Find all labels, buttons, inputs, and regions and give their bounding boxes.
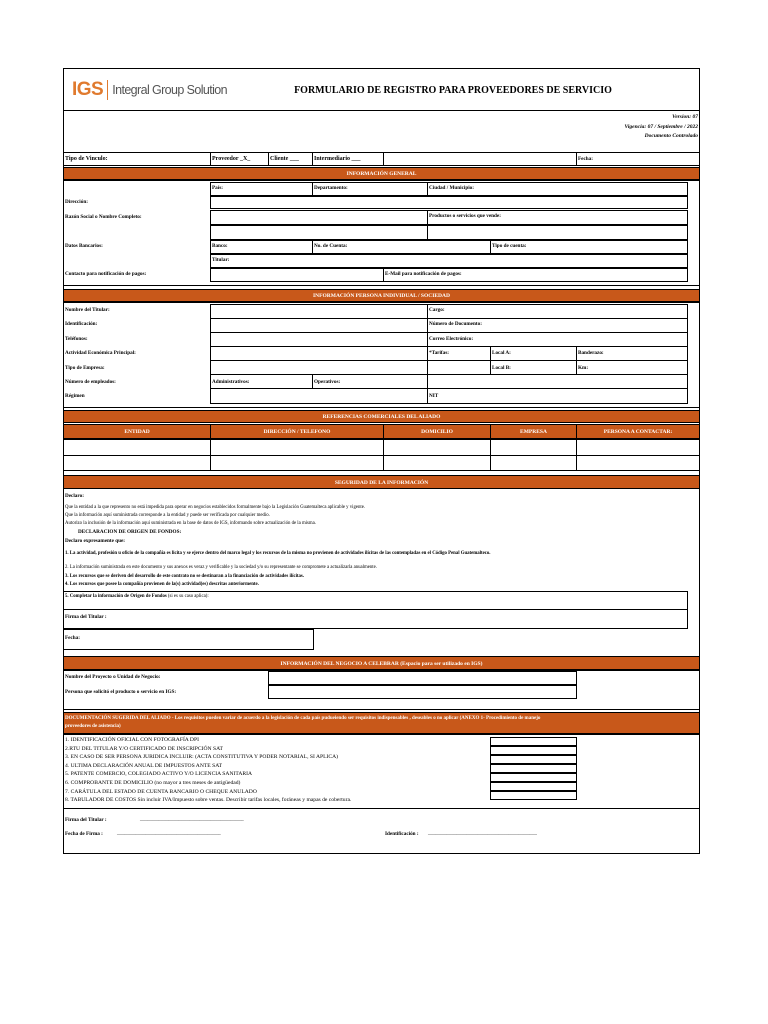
datos-bancarios-label: Datos Bancarios: (65, 243, 103, 249)
declaracion-5-note: (si es su caso aplica): (166, 594, 209, 599)
nit-label: NIT (429, 393, 439, 399)
declaracion-1: 1. La actividad, profesión u oficio de la compañía es licita y se ejerce dentro del marco legal y los recursos de la misma no provienen de actividades ilícitas de las contempladas en el Código Penal Guatemalteco. (65, 551, 491, 556)
divider (210, 374, 688, 375)
divider (210, 388, 688, 389)
divider (210, 346, 688, 347)
checklist-boxes[interactable] (490, 737, 577, 803)
negocio-heading (63, 656, 700, 670)
no-cuenta-label: No. de Cuenta: (314, 243, 348, 249)
persona-heading-text: INFORMACIÓN PERSONA INDIVIDUAL / SOCIEDAD (313, 293, 450, 299)
firma-final-line[interactable]: ________________________________________ (140, 816, 244, 822)
tipo-cuenta-label: Tipo de cuenta: (492, 243, 527, 249)
persona-solicito-field[interactable] (268, 685, 577, 699)
pais-label: País: (212, 185, 223, 191)
documento-label: Documento Controlado (644, 133, 698, 139)
administrativos-label: Administrativos: (212, 379, 250, 385)
form-title: FORMULARIO DE REGISTRO PARA PROVEEDORES DE SERVICIO (294, 85, 612, 96)
titular-label: Titular: (212, 257, 230, 263)
banco-label: Banco: (212, 243, 228, 249)
divider (427, 182, 428, 196)
nombre-titular-label: Nombre del Titular: (65, 307, 110, 313)
checkbox-cell[interactable] (490, 791, 577, 800)
document-list-item: 8. TABULADOR DE COSTOS Sin incluir IVA/Impuesto sobre ventas. Describir tarifas locales, foráneas y mapas de cobertura. (65, 797, 352, 804)
razon-label: Razón Social o Nombre Completo: (65, 214, 142, 220)
persona-solicito-label: Persona que solicitó el producto o servicio en IGS: (65, 689, 177, 695)
declaro-expresamente: Declaro expresamente que: (65, 538, 126, 544)
banderazo-label: Banderazo: (578, 350, 604, 356)
identificacion-label: Identificación: (65, 321, 98, 327)
divider (383, 439, 384, 471)
declaro-line-1: Que la entidad a la que represento no está impedida para operar en negocios establecidos formalmente bajo la Legislación Guatemalteca aplicable y vigente. (65, 505, 366, 510)
divider (63, 609, 688, 610)
divider (490, 439, 491, 471)
ref-col-entidad-text: ENTIDAD (124, 429, 150, 435)
tarifas-label: *Tarifas: (429, 350, 449, 356)
fecha-seg-label: Fecha: (65, 635, 80, 641)
ref-col-persona-text: PERSONA A CONTACTAR: (603, 429, 673, 435)
document-list-item: 7. CARÁTULA DEL ESTADO DE CUENTA BANCARIO O CHEQUE ANULADO (65, 788, 257, 795)
document-list-item: 4. ULTIMA DECLARACIÓN ANUAL DE IMPUESTOS ANTE SAT (65, 762, 223, 769)
num-empleados-label: Número de empleados: (65, 379, 116, 385)
local-a-label: Local A: (492, 350, 511, 356)
declaro-line-3: Autorizo la inclusión de la información aquí suministrada en la base de datos de IGS, informando sobre actualización de la misma. (65, 521, 316, 526)
divider (63, 110, 700, 111)
regimen-label: Régimen (65, 393, 85, 399)
contacto-label: Contacto para notificación de pagos: (65, 271, 147, 277)
origen-fondos-label: DECLARACION DE ORIGEN DE FONDOS: (78, 529, 182, 535)
proyecto-label: Nombre del Proyecto o Unidad de Negocio: (65, 674, 161, 680)
operativos-label: Operativos: (314, 379, 341, 385)
company-logo (72, 78, 227, 102)
version-label: Version: 07 (672, 114, 698, 120)
divider (63, 455, 700, 456)
divider (490, 346, 491, 374)
ref-col-persona (576, 424, 700, 439)
checkbox-cell[interactable] (490, 764, 577, 773)
divider (490, 240, 491, 254)
divider (210, 152, 211, 166)
declaro-line-2: Que la información aquí suministrada corresponde a la entidad y puede ser verificada por cualquier medio. (65, 513, 270, 518)
ciudad-label: Ciudad / Municipio: (429, 185, 474, 191)
seguridad-heading-text: SEGURIDAD DE LA INFORMACIÓN (334, 480, 429, 486)
ref-col-direccion (210, 424, 384, 439)
proyecto-field[interactable] (268, 671, 577, 685)
logo-name: Integral Group Solution (112, 83, 227, 97)
vinculo-label: Tipo de Vinculo: (65, 156, 108, 162)
no-documento-label: Número de Documento: (429, 321, 482, 327)
divider (210, 360, 688, 361)
divider (576, 346, 577, 374)
intermediario-option[interactable]: Intermediario ___ (314, 156, 361, 162)
document-list-item: 3. EN CASO DE SER PERSONA JURIDICA INCLUIR: (ACTA CONSTITUTIVA Y PODER NOTARIAL, SI APLICA) (65, 754, 339, 761)
local-b-label: Local B: (492, 365, 511, 371)
declaro-label: Declaro: (65, 493, 84, 499)
identificacion-final-label: Identificación : (385, 831, 419, 837)
correo-label: Correo Electrónico: (429, 336, 474, 342)
divider (383, 152, 384, 166)
divider (312, 182, 313, 196)
km-label: Km: (578, 365, 589, 371)
divider (576, 152, 577, 166)
general-heading (63, 167, 700, 180)
fecha-firma-label: Fecha de Firma : (65, 831, 103, 837)
divider (383, 268, 384, 282)
vigencia-label: Vigencia: 07 / Septiembre / 2022 (624, 124, 698, 130)
checkbox-cell[interactable] (490, 737, 577, 746)
divider (427, 346, 428, 374)
referencias-heading-text: REFERENCIAS COMERCIALES DEL ALIADO (322, 414, 441, 420)
divider (312, 240, 313, 254)
ref-col-domicilio-text: DOMICILIO (421, 429, 453, 435)
identificacion-final-line[interactable]: __________________________________________ (428, 830, 537, 836)
negocio-heading-text: INFORMACIÓN DEL NEGOCIO A CELEBRAR (Espacio para ser utilizado en IGS) (280, 661, 483, 667)
divider (210, 318, 688, 319)
declaracion-5 (65, 595, 209, 600)
checkbox-cell[interactable] (490, 755, 577, 764)
ref-col-domicilio (383, 424, 491, 439)
general-heading-text: INFORMACIÓN GENERAL (346, 171, 417, 177)
referencias-heading (63, 410, 700, 423)
declaracion-4: 4. Los recursos que posee la compañía provienen de la(s) actividad(es) descritas anteriormente. (65, 582, 259, 587)
declaracion-3: 3. Los recursos que se deriven del desarrollo de este contrato no se destinaran a la financiación de actividades ilícitas. (65, 574, 304, 579)
telefonos-label: Teléfonos: (65, 336, 88, 342)
divider (268, 152, 269, 166)
document-list-item: 1. IDENTIFICACIÓN OFICIAL CON FOTOGRAFÍA DPI (65, 737, 199, 743)
divider (427, 374, 428, 404)
declaracion-5-bold: 5. Completar la información de Origen de Fondos (65, 594, 167, 599)
persona-heading (63, 289, 700, 302)
email-label: E-Mail para notificación de pagos: (385, 271, 462, 277)
departamento-label: Departamento: (314, 185, 348, 191)
cargo-label: Cargo: (429, 307, 445, 313)
fecha-firma-line[interactable]: ________________________________________ (117, 830, 221, 836)
fecha-label: Fecha: (578, 156, 593, 162)
firma-titular-label: Firma del Titular : (65, 614, 107, 620)
documentacion-heading-line1: DOCUMENTACIÓN SUGERIDA DEL ALIADO - Los requisitos pueden variar de acuerdo a la legislación de cada país pudueiendo ser requisitos indispensables , deseables o no aplicar (ANEXO 1- Procedimiento de manejo (65, 716, 541, 721)
document-list-item: 2.RTU DEL TITULAR Y/O CERTIFICADO DE INSCRIPCIÓN SAT (65, 745, 223, 752)
checkbox-cell[interactable] (490, 773, 577, 782)
tipo-empresa-label: Tipo de Empresa: (65, 365, 105, 371)
actividad-label: Actividad Económica Principal: (65, 350, 136, 356)
direccion-field[interactable] (210, 196, 688, 209)
firma-final-label: Firma del Titular : (65, 817, 107, 823)
proveedor-option[interactable]: Proveedor _X_ (212, 156, 251, 162)
persona-grid (210, 304, 688, 404)
vinculo-row (63, 152, 700, 166)
ref-col-direccion-text: DIRECCIÓN / TELEFONO (263, 429, 331, 435)
documentacion-heading-line2: proveedores de asistencia) (65, 724, 121, 729)
checkbox-cell[interactable] (490, 746, 577, 755)
titular-field[interactable] (210, 254, 688, 268)
direccion-label: Dirección: (65, 199, 88, 205)
divider (312, 152, 313, 166)
divider (210, 439, 211, 471)
divider (312, 374, 313, 388)
ref-col-empresa-text: EMPRESA (520, 429, 547, 435)
productos-label: Productos o servicios que vende: (429, 213, 501, 219)
document-list-item: 6. COMPROBANTE DE DOMICILIO (no mayor a tres meses de antigüedad) (65, 780, 241, 786)
divider (63, 808, 700, 809)
divider (210, 332, 688, 333)
divider (576, 439, 577, 471)
logo-igs: IGS (72, 79, 104, 100)
checkbox-cell[interactable] (490, 782, 577, 791)
document-list-item: 5. PATENTE COMERCIO, COLEGIADO ACTIVO Y/O LICENCIA SANITARIA (65, 771, 252, 778)
seguridad-heading (63, 475, 700, 489)
ref-col-empresa (490, 424, 577, 439)
logo-divider (107, 80, 108, 100)
cliente-option[interactable]: Cliente ___ (270, 156, 299, 162)
declaracion-2: 2. La información suministrada en este documento y sus anexos es veraz y verificable y la sociedad y/o su representante se compromete a actualizarla anualmente. (65, 565, 377, 570)
productos-field[interactable] (210, 225, 688, 240)
banco-row[interactable] (210, 240, 688, 254)
fecha-field[interactable] (63, 629, 314, 650)
ref-col-entidad (63, 424, 211, 439)
